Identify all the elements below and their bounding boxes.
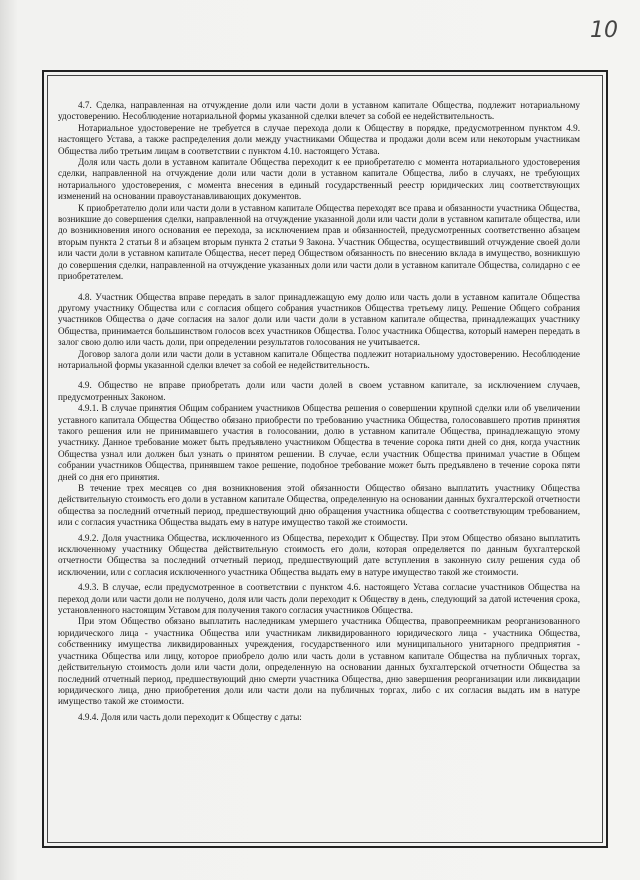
paragraph-4-9-2: 4.9.2. Доля участника Общества, исключенного из Общества, переходит к Обществу. При этом Общество обязано выплатить исключенному участнику Общества действительную стоимость его доли, которая определяется по данным бухгалтерской отчетности Общества за последний отчетный период, предшествующий дате вступления в законную силу решения суда об исключении, или с согласия исключенного участника Общества выдать ему в натуре имущество такой же стоимости. xyxy=(58,532,580,577)
page-number: 10 xyxy=(590,18,618,43)
paragraph-4-9-4: 4.9.4. Доля или часть доли переходит к Обществу с даты: xyxy=(78,711,302,722)
paragraph-4-9-3: 4.9.3. В случае, если предусмотренное в соответствии с пунктом 4.6. настоящего Устава согласие участников Общества на переход доли или части доли не получено, доля или часть доли переходит к Обществу в день, следующий за датой истечения срока, установленного настоящим Уставом для получения такого согласия участников Общества. xyxy=(58,582,580,616)
paragraph: Доля или часть доли в уставном капитале Общества переходит к ее приобретателю с момента нотариального удостоверения сделки, направленной на отчуждение доли или части доли в уставном капитале Общества, либо в случаях, не требующих нотариального удостоверения, с момента внесения в единый государственный реестр юридических лиц соответствующих изменений на основании правоустанавливающих документов. xyxy=(58,157,580,202)
paragraph-4-7: 4.7. Сделка, направленная на отчуждение доли или части доли в уставном капитале Общества, подлежит нотариальному удостоверению. Несоблюдение нотариальной формы указанной сделки влечет за собой ее недействительность. xyxy=(58,100,580,122)
paragraph-4-9: 4.9. Общество не вправе приобретать доли или части долей в своем уставном капитале, за исключением случаев, предусмотренных Законом. xyxy=(58,380,580,402)
document-body xyxy=(58,100,580,723)
paragraph: В течение трех месяцев со дня возникновения этой обязанности Общество обязано выплатить участнику Общества действительную стоимость его доли в уставном капитале Общества, определенную на основании данных бухгалтерской отчетности общества за последний отчетный период, предшествующий дню обращения участника общества с соответствующим требованием, или с согласия участника Общества выдать ему в натуре имущество такой же стоимости. xyxy=(58,483,580,528)
paragraph: При этом Общество обязано выплатить наследникам умершего участника Общества, правопреемникам реорганизованного юридического лица - участника Общества или участникам ликвидированного юридического лица - участника Общества, собственнику имущества ликвидированных учреждения, государственного или муниципального унитарного предприятия - участника Общества или лицу, которое приобрело долю или часть доли в уставном капитале Общества на публичных торгах, действительную стоимость доли или части доли, определенную на основании данных бухгалтерской отчетности Общества за последний отчетный период, предшествующий дню смерти участника Общества, дню завершения реорганизации или ликвидации юридического лица, дню приобретения доли или части доли на публичных торгах, либо с их согласия выдать им в натуре имущество такой же стоимости. xyxy=(58,616,580,707)
paragraph: Договор залога доли или части доли в уставном капитале Общества подлежит нотариальному удостоверению. Несоблюдение нотариальной формы указанной сделки влечет за собой ее недействительность. xyxy=(58,348,580,370)
paragraph-4-8: 4.8. Участник Общества вправе передать в залог принадлежащую ему долю или часть доли в уставном капитале Общества другому участнику Общества или с согласия общего собрания участников Общества третьему лицу. Решение Общего собрания участников Общества о даче согласия на залог доли или части доли в уставном капитале общества, принадлежащих участнику Общества, принимается большинством голосов всех участников Общества. Голос участника Общества, который намерен передать в залог свою долю или часть доли, при определении результатов голосования не учитывается. xyxy=(58,291,580,348)
paragraph-4-9-1: 4.9.1. В случае принятия Общим собранием участников Общества решения о совершении крупной сделки или об увеличении уставного капитала Общества Общество обязано приобрести по требованию участника Общества, голосовавшего против принятия такого решения или не принимавшего участия в голосовании, долю в уставном капитале Общества, принадлежащую этому участнику. Данное требование может быть предъявлено участником Общества в течение сорока пяти дней со дня, когда участник Общества узнал или должен был узнать о принятом решении. В случае, если участник Общества принимал участие в Общем собрании участников Общества, принявшем такое решение, подобное требование может быть предъявлено в течение сорока пяти дней со дня его принятия. xyxy=(58,403,580,482)
paragraph: Нотариальное удостоверение не требуется в случае перехода доли к Обществу в порядке, предусмотренном пунктом 4.9. настоящего Устава, а также распределения доли между участниками Общества и продажи доли всем или некоторым участникам Общества либо третьим лицам в соответствии с пунктом 4.10. настоящего Устава. xyxy=(58,122,580,156)
paragraph: К приобретателю доли или части доли в уставном капитале Общества переходят все права и обязанности участника Общества, возникшие до совершения сделки, направленной на отчуждение указанной доли или части доли в уставном капитале общества, или до возникновения иного основания ее перехода, за исключением прав и обязанностей, предусмотренных соответственно абзацем вторым пункта 2 статьи 8 и абзацем вторым пункта 2 статьи 9 Закона. Участник Общества, осуществивший отчуждение своей доли или части доли в уставном капитале Общества, несет перед Обществом обязанность по внесению вклада в имущество, возникшую до совершения сделки, направленной на отчуждение указанных доли или части доли в уставном капитале Общества, солидарно с ее приобретателем. xyxy=(58,202,580,282)
